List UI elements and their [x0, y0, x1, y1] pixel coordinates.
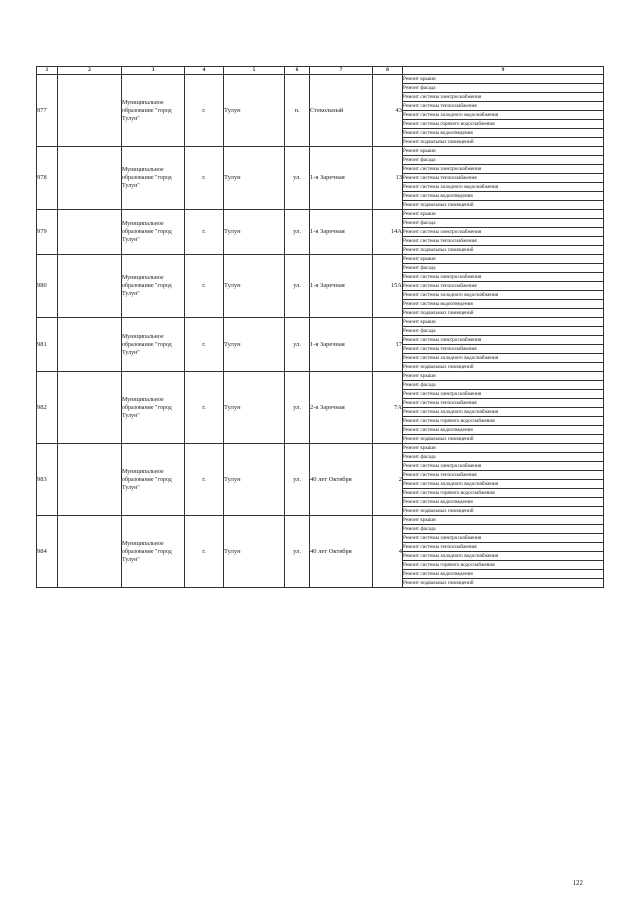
repair-work-item: Ремонт системы холодного водоснабжения	[403, 354, 604, 363]
repair-work-item: Ремонт системы электроснабжения	[403, 390, 604, 399]
repair-work-item: Ремонт подвальных помещений	[403, 246, 604, 255]
repair-work-item: Ремонт системы теплоснабжения	[403, 237, 604, 246]
repair-work-item: Ремонт системы холодного водоснабжения	[403, 291, 604, 300]
repair-work-item: Ремонт системы теплоснабжения	[403, 399, 604, 408]
record-number: 984	[37, 516, 58, 588]
settlement-name: Тулун	[224, 255, 285, 318]
record-number: 983	[37, 444, 58, 516]
street-type: ул.	[285, 372, 310, 444]
repair-work-item: Ремонт системы холодного водоснабжения	[403, 408, 604, 417]
street-name: 1-я Заречная	[310, 210, 373, 255]
house-number: 7А	[373, 372, 403, 444]
table-row	[37, 444, 604, 453]
settlement-name: Тулун	[224, 147, 285, 210]
repair-work-item: Ремонт системы горячего водоснабжения	[403, 489, 604, 498]
settlement-type: г.	[185, 210, 224, 255]
repair-work-item: Ремонт системы теплоснабжения	[403, 282, 604, 291]
repair-work-item: Ремонт системы теплоснабжения	[403, 543, 604, 552]
house-number: 14А	[373, 210, 403, 255]
municipality-name: Муниципальное образование "город Тулун"	[122, 75, 185, 147]
repair-work-item: Ремонт системы водоотведения	[403, 498, 604, 507]
record-code	[58, 372, 122, 444]
street-type: ул.	[285, 147, 310, 210]
repair-work-item: Ремонт системы электроснабжения	[403, 462, 604, 471]
repair-work-item: Ремонт крыши	[403, 318, 604, 327]
repair-work-item: Ремонт системы электроснабжения	[403, 228, 604, 237]
repair-work-item: Ремонт подвальных помещений	[403, 138, 604, 147]
settlement-type: г.	[185, 75, 224, 147]
street-type: ул.	[285, 210, 310, 255]
street-type: ул.	[285, 255, 310, 318]
repair-work-item: Ремонт системы электроснабжения	[403, 165, 604, 174]
repair-work-item: Ремонт системы водоотведения	[403, 129, 604, 138]
municipality-name: Муниципальное образование "город Тулун"	[122, 516, 185, 588]
table-row	[37, 147, 604, 156]
repair-work-item: Ремонт крыши	[403, 147, 604, 156]
table-row	[37, 372, 604, 381]
page-number: 122	[572, 879, 583, 887]
record-number: 980	[37, 255, 58, 318]
record-number: 981	[37, 318, 58, 372]
record-code	[58, 318, 122, 372]
repair-work-item: Ремонт крыши	[403, 75, 604, 84]
street-name: 40 лет Октября	[310, 444, 373, 516]
record-number: 977	[37, 75, 58, 147]
house-number: 17	[373, 318, 403, 372]
column-header: 4	[185, 67, 224, 75]
settlement-name: Тулун	[224, 372, 285, 444]
repair-work-item: Ремонт подвальных помещений	[403, 435, 604, 444]
repair-work-item: Ремонт системы горячего водоснабжения	[403, 417, 604, 426]
record-number: 978	[37, 147, 58, 210]
repair-work-item: Ремонт системы водоотведения	[403, 192, 604, 201]
record-number: 982	[37, 372, 58, 444]
repair-work-item: Ремонт крыши	[403, 444, 604, 453]
repair-work-item: Ремонт фасада	[403, 219, 604, 228]
repair-work-item: Ремонт фасада	[403, 381, 604, 390]
record-code	[58, 210, 122, 255]
municipality-name: Муниципальное образование "город Тулун"	[122, 444, 185, 516]
column-header: 8	[373, 67, 403, 75]
repair-work-item: Ремонт подвальных помещений	[403, 579, 604, 588]
settlement-name: Тулун	[224, 75, 285, 147]
street-name: 2-я Заречная	[310, 372, 373, 444]
repair-work-item: Ремонт системы водоотведения	[403, 570, 604, 579]
repair-work-item: Ремонт подвальных помещений	[403, 309, 604, 318]
repair-work-item: Ремонт системы холодного водоснабжения	[403, 552, 604, 561]
settlement-type: г.	[185, 444, 224, 516]
repair-work-item: Ремонт системы электроснабжения	[403, 273, 604, 282]
street-type: ул.	[285, 444, 310, 516]
repair-work-item: Ремонт подвальных помещений	[403, 507, 604, 516]
table-row	[37, 516, 604, 525]
repair-work-item: Ремонт системы холодного водоснабжения	[403, 111, 604, 120]
repair-work-item: Ремонт системы холодного водоснабжения	[403, 183, 604, 192]
settlement-name: Тулун	[224, 444, 285, 516]
repair-work-item: Ремонт системы водоотведения	[403, 300, 604, 309]
record-code	[58, 147, 122, 210]
repair-work-item: Ремонт системы электроснабжения	[403, 336, 604, 345]
repair-work-item: Ремонт фасада	[403, 84, 604, 93]
column-header: 1	[37, 67, 58, 75]
column-header: 7	[310, 67, 373, 75]
settlement-type: г.	[185, 372, 224, 444]
repair-work-item: Ремонт фасада	[403, 327, 604, 336]
municipality-name: Муниципальное образование "город Тулун"	[122, 147, 185, 210]
municipality-name: Муниципальное образование "город Тулун"	[122, 372, 185, 444]
settlement-type: г.	[185, 318, 224, 372]
repair-work-item: Ремонт системы холодного водоснабжения	[403, 480, 604, 489]
column-header: 6	[285, 67, 310, 75]
settlement-type: г.	[185, 255, 224, 318]
house-number: 13	[373, 147, 403, 210]
repair-work-item: Ремонт фасада	[403, 453, 604, 462]
registry-table	[36, 66, 604, 588]
repair-work-item: Ремонт системы электроснабжения	[403, 93, 604, 102]
repair-work-item: Ремонт системы горячего водоснабжения	[403, 120, 604, 129]
street-name: 1-я Заречная	[310, 147, 373, 210]
street-name: Стекольный	[310, 75, 373, 147]
repair-work-item: Ремонт системы теплоснабжения	[403, 471, 604, 480]
settlement-name: Тулун	[224, 516, 285, 588]
repair-work-item: Ремонт крыши	[403, 255, 604, 264]
repair-work-item: Ремонт крыши	[403, 516, 604, 525]
repair-work-item: Ремонт подвальных помещений	[403, 363, 604, 372]
street-name: 40 лет Октября	[310, 516, 373, 588]
record-code	[58, 75, 122, 147]
house-number: 15А	[373, 255, 403, 318]
column-header: 9	[403, 67, 604, 75]
column-header: 3	[122, 67, 185, 75]
street-type: ул.	[285, 516, 310, 588]
house-number: 4	[373, 516, 403, 588]
repair-work-item: Ремонт системы теплоснабжения	[403, 102, 604, 111]
municipality-name: Муниципальное образование "город Тулун"	[122, 255, 185, 318]
repair-work-item: Ремонт системы горячего водоснабжения	[403, 561, 604, 570]
column-header: 2	[58, 67, 122, 75]
repair-work-item: Ремонт подвальных помещений	[403, 201, 604, 210]
table-row	[37, 210, 604, 219]
record-code	[58, 444, 122, 516]
house-number: 2	[373, 444, 403, 516]
table-row	[37, 75, 604, 84]
repair-work-item: Ремонт системы теплоснабжения	[403, 174, 604, 183]
repair-work-item: Ремонт системы электроснабжения	[403, 534, 604, 543]
repair-work-item: Ремонт системы теплоснабжения	[403, 345, 604, 354]
table-body	[37, 75, 604, 588]
settlement-name: Тулун	[224, 318, 285, 372]
repair-work-item: Ремонт системы водоотведения	[403, 426, 604, 435]
record-code	[58, 516, 122, 588]
street-name: 1-я Заречная	[310, 318, 373, 372]
record-code	[58, 255, 122, 318]
settlement-type: г.	[185, 516, 224, 588]
house-number: 43	[373, 75, 403, 147]
street-type: ул.	[285, 318, 310, 372]
street-name: 1-я Заречная	[310, 255, 373, 318]
repair-work-item: Ремонт крыши	[403, 210, 604, 219]
record-number: 979	[37, 210, 58, 255]
column-number-row	[37, 67, 604, 75]
table-row	[37, 318, 604, 327]
repair-work-item: Ремонт крыши	[403, 372, 604, 381]
repair-work-item: Ремонт фасада	[403, 156, 604, 165]
table-row	[37, 255, 604, 264]
column-header: 5	[224, 67, 285, 75]
repair-work-item: Ремонт фасада	[403, 264, 604, 273]
municipality-name: Муниципальное образование "город Тулун"	[122, 318, 185, 372]
repair-work-item: Ремонт фасада	[403, 525, 604, 534]
settlement-type: г.	[185, 147, 224, 210]
street-type: п.	[285, 75, 310, 147]
municipality-name: Муниципальное образование "город Тулун"	[122, 210, 185, 255]
settlement-name: Тулун	[224, 210, 285, 255]
